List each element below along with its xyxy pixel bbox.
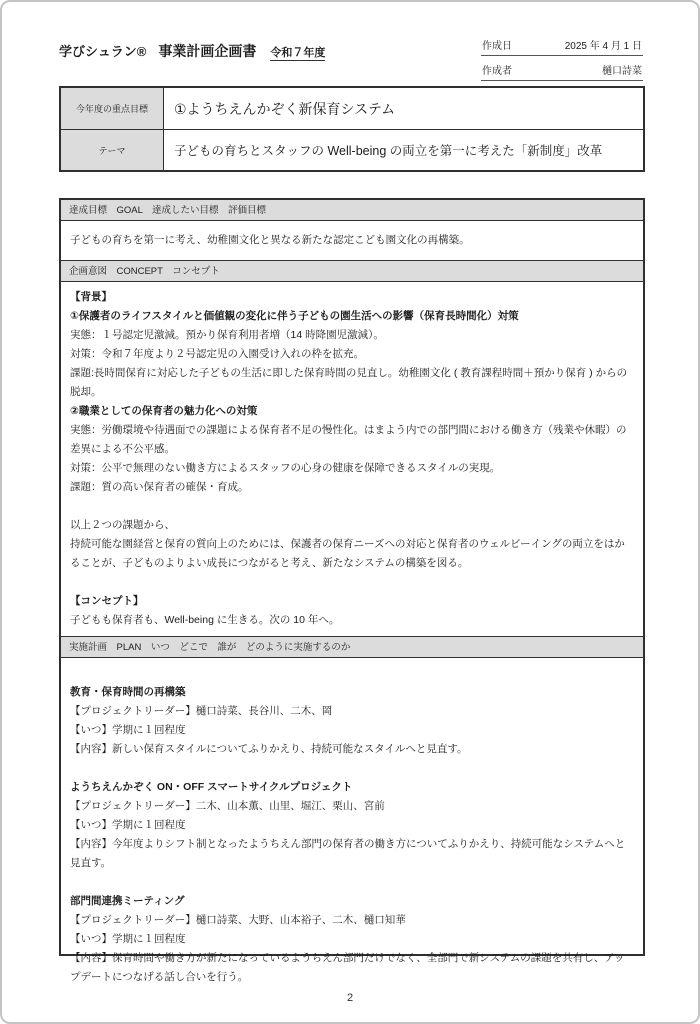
- text-line: 実態：労働環境や待遇面での課題による保育者不足の慢性化。はまよう内での部門間における働き方（残業や休暇）の差異による不公平感。: [70, 424, 627, 455]
- concept-section-header: 企画意図 CONCEPT コンセプト: [61, 261, 643, 282]
- table-row: [61, 88, 643, 130]
- text-line: 【いつ】学期に１回程度: [70, 819, 186, 831]
- document-header: [59, 35, 643, 75]
- goal-section-content: [61, 221, 643, 261]
- text-line: 【プロジェクトリーダー】二木、山本薫、山里、堀江、栗山、宮前: [70, 800, 385, 812]
- text-line: 【背景】: [70, 291, 112, 303]
- text-line: 【いつ】学期に１回程度: [70, 724, 186, 736]
- created-date-row: [481, 35, 643, 56]
- text-line: ②職業としての保育者の魅力化への対策: [70, 405, 258, 417]
- text-line: 対策：公平で無理のない働き方によるスタッフの心身の健康を保障できるスタイルの実現。: [70, 462, 501, 474]
- text-line: 【プロジェクトリーダー】樋口詩菜、長谷川、二木、岡: [70, 705, 333, 717]
- text-line: 【コンセプト】: [70, 595, 144, 607]
- text-line: 部門間連携ミーティング: [70, 895, 185, 907]
- plan-section-header: 実施計画 PLAN いつ どこで 誰が どのように実施するのか: [61, 637, 643, 658]
- text-line: 教育・保育時間の再構築: [70, 686, 186, 698]
- text-line: [70, 497, 634, 516]
- text-line: 【いつ】学期に１回程度: [70, 933, 186, 945]
- summary-table: [59, 86, 645, 172]
- author-value: 樋口詩菜: [602, 66, 642, 77]
- priority-goal-label: 今年度の重点目標: [61, 88, 164, 129]
- text-line: 課題:長時間保育に対応した子どもの生活に即した保育時間の見直し。幼稚園文化 ( 教育課程時間＋預かり保育 ) からの脱却。: [70, 367, 628, 398]
- author-label: 作成者: [482, 66, 512, 77]
- text-line: 課題：質の高い保育者の確保・育成。: [70, 481, 249, 493]
- plan-section-content: [61, 658, 643, 993]
- theme-value: 子どもの育ちとスタッフの Well-being の両立を第一に考えた「新制度」改革: [174, 144, 603, 158]
- created-date-value: 2025 年 4 月 1 日: [564, 41, 642, 52]
- text-line: [70, 759, 634, 778]
- concept-section-content: [61, 282, 643, 637]
- page-number: 2: [346, 992, 354, 1004]
- created-date-label: 作成日: [482, 41, 512, 52]
- theme-label: テーマ: [61, 130, 164, 170]
- text-line: 【内容】今年度よりシフト制となったようちえん部門の保育者の働き方についてふりかえり、持続可能なシステムへと見直す。: [70, 838, 626, 869]
- meta-block: [481, 35, 643, 85]
- document-title: 事業計画企画書: [158, 43, 257, 59]
- text-line: 子どもも保育者も、Well-being に生きる。次の 10 年へ。: [70, 614, 340, 626]
- text-line: ようちえんかぞく ON・OFF スマートサイクルプロジェクト: [70, 781, 353, 793]
- text-line: [70, 573, 634, 592]
- text-line: 【内容】新しい保育スタイルについてふりかえり、持続可能なスタイルへと見直す。: [70, 743, 468, 755]
- text-line: 【内容】保育時間や働き方が新たになっているようちえん部門だけでなく、全部門で新システムの課題を共有し、アップデートにつなげる話し合いを行う。: [70, 952, 625, 983]
- text-line: 実態：１号認定児激減。預かり保育利用者増（14 時降園児激減）。: [70, 329, 384, 341]
- text-line: 以上２つの課題から、: [70, 519, 175, 531]
- text-line: [70, 873, 634, 892]
- author-row: [481, 60, 643, 81]
- table-row: [61, 130, 643, 170]
- goal-section-header: 達成目標 GOAL 達成したい目標 評価目標: [61, 200, 643, 221]
- plan-document-body: [59, 198, 645, 983]
- brand-name: 学びシュラン®: [59, 44, 147, 59]
- text-line: [70, 664, 634, 683]
- text-line: 対策：令和７年度より２号認定児の入園受け入れの枠を拡充。: [70, 348, 364, 360]
- text-line: 【プロジェクトリーダー】樋口詩菜、大野、山本裕子、二木、樋口知華: [70, 914, 406, 926]
- priority-goal-value: ①ようちえんかぞく新保育システム: [174, 100, 396, 117]
- fiscal-year: 令和７年度: [270, 47, 326, 59]
- text-line: ①保護者のライフスタイルと価値観の変化に伴う子どもの園生活への影響（保育長時間化）対策: [70, 310, 519, 322]
- text-line: 持続可能な園経営と保育の質向上のためには、保護者の保育ニーズへの対応と保育者のウェルビーイングの両立をはかることが、子どものよりよい成長につながると考え、新たなシステムの構築を図る。: [70, 538, 625, 569]
- text-line: 子どもの育ちを第一に考え、幼稚園文化と異なる新たな認定こども園文化の再構築。: [70, 234, 470, 246]
- page-title: [59, 41, 325, 61]
